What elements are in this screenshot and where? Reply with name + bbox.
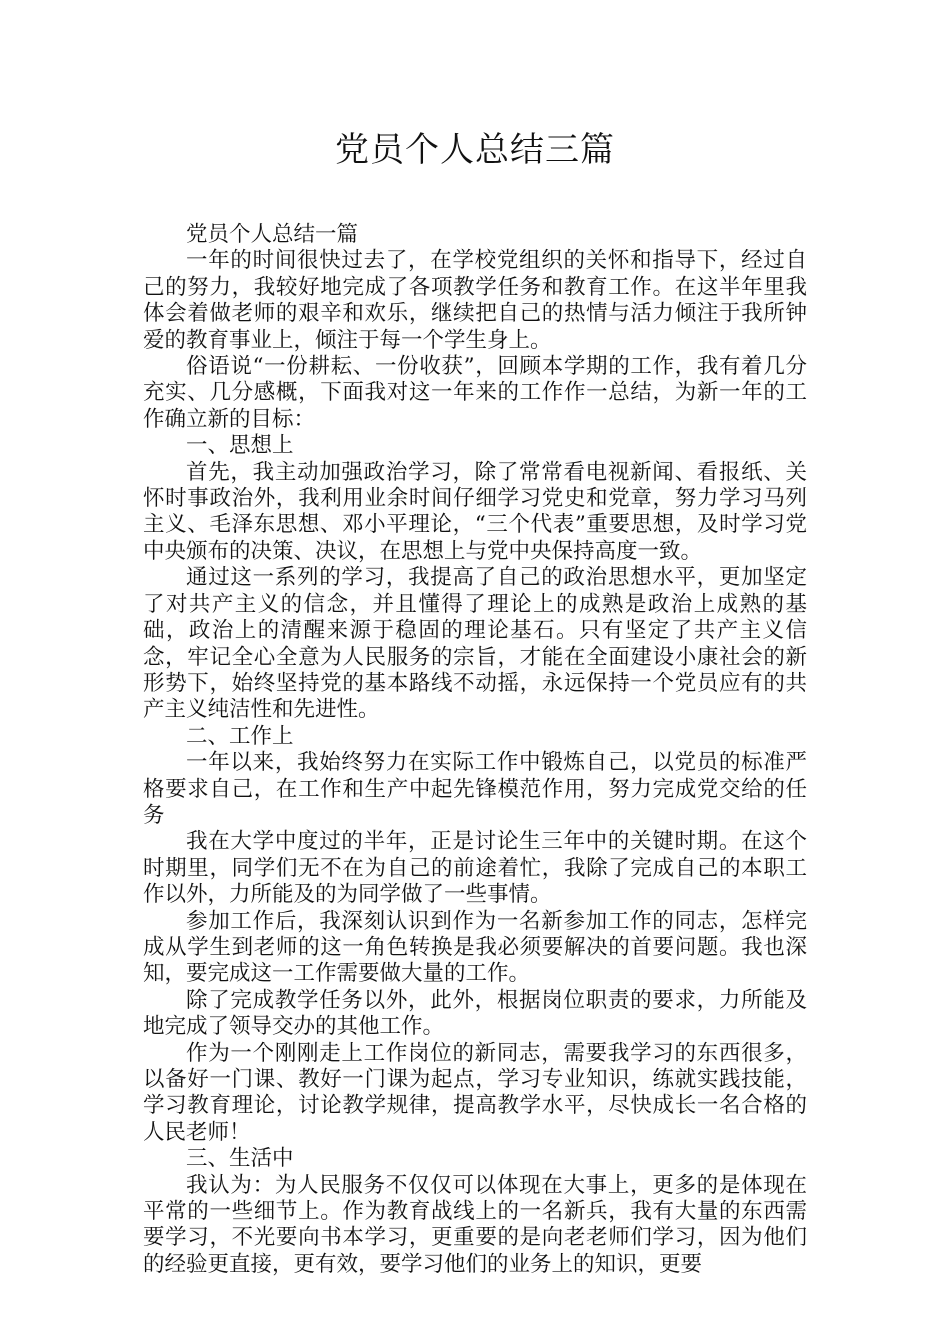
section-heading-life: 三、生活中 (186, 1146, 294, 1172)
paragraph-work-year: 一年以来，我始终努力在实际工作中锻炼自己，以党员的标准严格要求自己，在工作和生产中起先锋模范作用，努力完成党交给的任务 (143, 750, 807, 828)
paragraph-belief: 通过这一系列的学习，我提高了自己的政治思想水平，更加坚定了对共产主义的信念，并且懂得了理论上的成熟是政治上成熟的基础，政治上的清醒来源于稳固的理论基石。只有坚定了共产主义信念，牢记全心全意为人民服务的宗旨，才能在全面建设小康社会的新形势下，始终坚持党的基本路线不动摇，永远保持一个党员应有的共产主义纯洁性和先进性。 (143, 565, 807, 723)
document-body (143, 222, 807, 1278)
paragraph-proverb: 俗语说“一份耕耘、一份收获”，回顾本学期的工作，我有着几分充实、几分感概，下面我对这一年来的工作作一总结，为新一年的工作确立新的目标： (143, 354, 807, 432)
section-heading-thought: 一、思想上 (186, 433, 294, 459)
paragraph-other-tasks: 除了完成教学任务以外，此外，根据岗位职责的要求，力所能及地完成了领导交办的其他工作。 (143, 987, 807, 1040)
paragraph-intro: 一年的时间很快过去了，在学校党组织的关怀和指导下，经过自己的努力，我较好地完成了各项教学任务和教育工作。在这半年里我体会着做老师的艰辛和欢乐，继续把自己的热情与活力倾注于我所钟爱的教育事业上，倾注于每一个学生身上。 (143, 248, 807, 353)
paragraph-new-comrade: 作为一个刚刚走上工作岗位的新同志，需要我学习的东西很多，以备好一门课、教好一门课为起点，学习专业知识，练就实践技能，学习教育理论，讨论教学规律，提高教学水平，尽快成长一名合格的人民老师！ (143, 1040, 807, 1145)
section-heading-part-one: 党员个人总结一篇 (186, 222, 359, 247)
paragraph-role-change: 参加工作后，我深刻认识到作为一名新参加工作的同志，怎样完成从学生到老师的这一角色转换是我必须要解决的首要问题。我也深知，要完成这一工作需要做大量的工作。 (143, 908, 807, 987)
paragraph-service: 我认为：为人民服务不仅仅可以体现在大事上，更多的是体现在平常的一些细节上。作为教育战线上的一名新兵，我有大量的东西需要学习，不光要向书本学习，更重要的是向老老师们学习，因为他们的经验更直接，更有效，要学习他们的业务上的知识，更要 (143, 1172, 807, 1277)
section-heading-work: 二、工作上 (186, 723, 294, 749)
paragraph-university: 我在大学中度过的半年，正是讨论生三年中的关键时期。在这个时期里，同学们无不在为自己的前途着忙，我除了完成自己的本职工作以外，力所能及的为同学做了一些事情。 (143, 829, 807, 908)
paragraph-political-study: 首先，我主动加强政治学习，除了常常看电视新闻、看报纸、关怀时事政治外，我利用业余时间仔细学习党史和党章，努力学习马列主义、毛泽东思想、邓小平理论，“三个代表”重要思想，及时学习党中央颁布的决策、决议，在思想上与党中央保持高度一致。 (143, 459, 807, 564)
document-title: 党员个人总结三篇 (335, 130, 615, 170)
